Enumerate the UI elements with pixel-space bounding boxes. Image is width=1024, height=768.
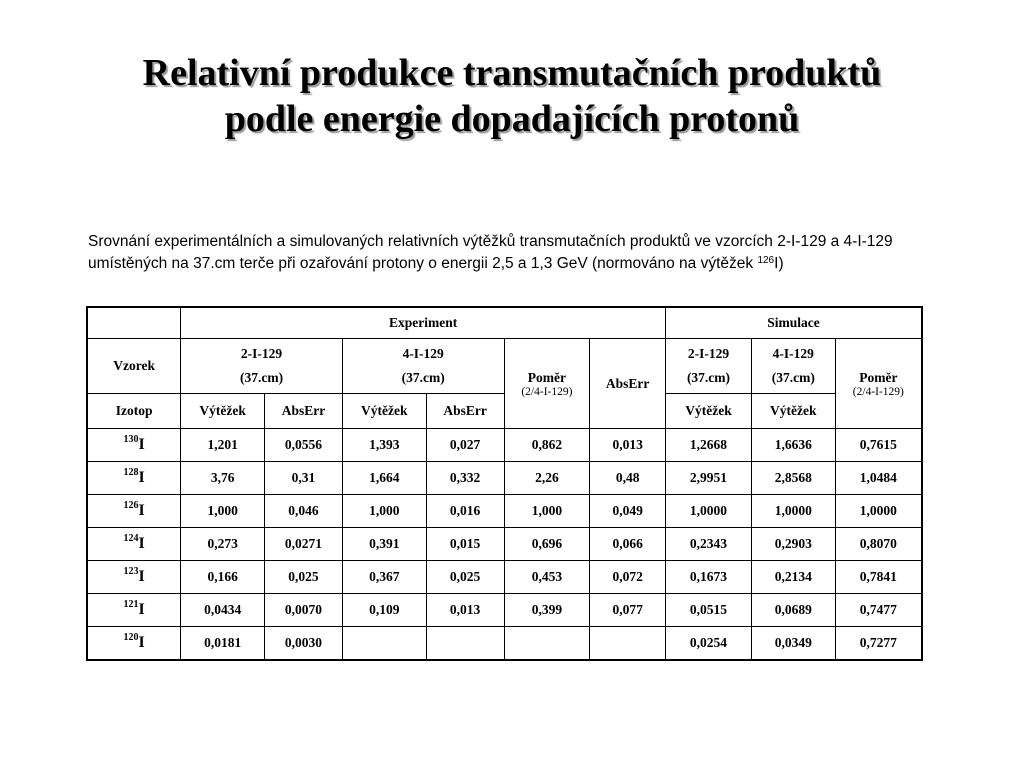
exp-4I-name: 4-I-129 bbox=[402, 346, 444, 361]
sim-4I-name: 4-I-129 bbox=[772, 346, 814, 361]
caption-close: ) bbox=[778, 255, 784, 272]
sim-2I-vytezek-cell: 0,0254 bbox=[666, 627, 752, 661]
sim-4I-vytezek-cell: 1,0000 bbox=[751, 495, 835, 528]
sim-pomer-cell: 1,0000 bbox=[835, 495, 922, 528]
sub-abserr-2I: AbsErr bbox=[265, 394, 343, 429]
sim-pomer-sub: (2/4-I-129) bbox=[852, 385, 904, 398]
isotope-mass: 123 bbox=[123, 566, 139, 577]
sub-abserr-4I: AbsErr bbox=[426, 394, 504, 429]
exp-abserr-header: AbsErr bbox=[590, 339, 666, 429]
vzorek-label: Vzorek bbox=[87, 339, 181, 394]
exp-abserr-cell: 0,066 bbox=[590, 528, 666, 561]
exp-2I-vytezek-cell: 1,000 bbox=[181, 495, 265, 528]
table-row bbox=[87, 462, 922, 495]
sim-pomer-cell: 0,7277 bbox=[835, 627, 922, 661]
table-row bbox=[87, 429, 922, 462]
isotope-cell bbox=[87, 429, 181, 462]
isotope-mass: 130 bbox=[123, 434, 139, 445]
exp-4I-abserr-cell: 0,025 bbox=[426, 561, 504, 594]
exp-4I-vytezek-cell bbox=[342, 627, 426, 661]
exp-2I-vytezek-cell: 3,76 bbox=[181, 462, 265, 495]
exp-abserr-cell: 0,013 bbox=[590, 429, 666, 462]
caption-mass-number: 126 bbox=[757, 255, 775, 266]
exp-4I-vytezek-cell: 0,391 bbox=[342, 528, 426, 561]
exp-pomer-cell bbox=[504, 627, 590, 661]
sim-2I-header bbox=[666, 339, 752, 394]
table-row bbox=[87, 561, 922, 594]
sim-pomer-cell: 0,7841 bbox=[835, 561, 922, 594]
isotope-symbol: I bbox=[138, 634, 145, 651]
exp-2I-vytezek-cell: 0,166 bbox=[181, 561, 265, 594]
sim-4I-vytezek-cell: 0,0349 bbox=[751, 627, 835, 661]
exp-pomer-cell: 1,000 bbox=[504, 495, 590, 528]
exp-4I-abserr-cell: 0,027 bbox=[426, 429, 504, 462]
caption-element: I bbox=[774, 255, 779, 272]
exp-4I-vytezek-cell: 0,109 bbox=[342, 594, 426, 627]
sim-4I-vytezek-cell: 0,2903 bbox=[751, 528, 835, 561]
exp-2I-abserr-cell: 0,0030 bbox=[265, 627, 343, 661]
group-header-row bbox=[87, 307, 922, 339]
title-line-1: Relativní produkce transmutačních produktů bbox=[142, 52, 882, 94]
exp-pomer-sub: (2/4-I-129) bbox=[521, 385, 573, 398]
exp-2I-abserr-cell: 0,046 bbox=[265, 495, 343, 528]
sim-4I-vytezek-cell: 0,2134 bbox=[751, 561, 835, 594]
table-row bbox=[87, 627, 922, 661]
isotope-cell bbox=[87, 528, 181, 561]
sub-vytezek-2I: Výtěžek bbox=[181, 394, 265, 429]
exp-pomer-cell: 0,862 bbox=[504, 429, 590, 462]
exp-4I-vytezek-cell: 0,367 bbox=[342, 561, 426, 594]
isotope-symbol: I bbox=[138, 469, 145, 486]
exp-abserr-cell: 0,072 bbox=[590, 561, 666, 594]
sim-4I-vytezek-cell: 1,6636 bbox=[751, 429, 835, 462]
sim-pomer-cell: 0,7477 bbox=[835, 594, 922, 627]
isotope-cell bbox=[87, 495, 181, 528]
exp-4I-abserr-cell: 0,332 bbox=[426, 462, 504, 495]
exp-2I-vytezek-cell: 0,0181 bbox=[181, 627, 265, 661]
sim-4I-vytezek-cell: 2,8568 bbox=[751, 462, 835, 495]
exp-4I-vytezek-cell: 1,000 bbox=[342, 495, 426, 528]
sim-4I-position: (37.cm) bbox=[771, 370, 815, 385]
exp-2I-name: 2-I-129 bbox=[240, 346, 283, 361]
isotope-cell bbox=[87, 627, 181, 661]
exp-2I-abserr-cell: 0,0070 bbox=[265, 594, 343, 627]
exp-pomer-cell: 0,696 bbox=[504, 528, 590, 561]
isotope-mass: 121 bbox=[123, 599, 139, 610]
exp-pomer-cell: 2,26 bbox=[504, 462, 590, 495]
isotope-mass: 124 bbox=[123, 533, 139, 544]
exp-4I-vytezek-cell: 1,664 bbox=[342, 462, 426, 495]
exp-4I-abserr-cell: 0,016 bbox=[426, 495, 504, 528]
sim-2I-vytezek-cell: 0,1673 bbox=[666, 561, 752, 594]
sim-pomer-cell: 0,8070 bbox=[835, 528, 922, 561]
exp-pomer-header bbox=[504, 339, 590, 429]
exp-pomer-label: Poměr bbox=[527, 369, 566, 385]
slide-title bbox=[0, 50, 1024, 142]
izotop-label: Izotop bbox=[87, 394, 181, 429]
sim-2I-vytezek-cell: 1,2668 bbox=[666, 429, 752, 462]
exp-abserr-cell: 0,077 bbox=[590, 594, 666, 627]
exp-abserr-cell: 0,48 bbox=[590, 462, 666, 495]
sub-sim-vytezek-2I: Výtěžek bbox=[666, 394, 752, 429]
isotope-symbol: I bbox=[138, 502, 145, 519]
empty-corner-cell bbox=[87, 307, 181, 339]
sim-pomer-header bbox=[835, 339, 922, 429]
isotope-mass: 120 bbox=[123, 632, 139, 643]
exp-2I-abserr-cell: 0,0271 bbox=[265, 528, 343, 561]
exp-abserr-cell bbox=[590, 627, 666, 661]
isotope-mass: 128 bbox=[123, 467, 139, 478]
sim-2I-vytezek-cell: 0,2343 bbox=[666, 528, 752, 561]
exp-2I-vytezek-cell: 0,0434 bbox=[181, 594, 265, 627]
sim-pomer-cell: 1,0484 bbox=[835, 462, 922, 495]
exp-2I-abserr-cell: 0,0556 bbox=[265, 429, 343, 462]
isotope-mass: 126 bbox=[123, 500, 139, 511]
sim-2I-vytezek-cell: 2,9951 bbox=[666, 462, 752, 495]
isotope-symbol: I bbox=[138, 568, 145, 585]
title-line-2: podle energie dopadajících protonů bbox=[224, 98, 800, 140]
exp-pomer-cell: 0,399 bbox=[504, 594, 590, 627]
isotope-symbol: I bbox=[138, 601, 145, 618]
exp-abserr-cell: 0,049 bbox=[590, 495, 666, 528]
exp-4I-vytezek-cell: 1,393 bbox=[342, 429, 426, 462]
table-row bbox=[87, 594, 922, 627]
isotope-cell bbox=[87, 561, 181, 594]
exp-2I-header bbox=[181, 339, 343, 394]
sub-sim-vytezek-4I: Výtěžek bbox=[751, 394, 835, 429]
exp-4I-abserr-cell bbox=[426, 627, 504, 661]
sim-2I-vytezek-cell: 1,0000 bbox=[666, 495, 752, 528]
caption-text: Srovnání experimentálních a simulovaných relativních výtěžků transmutačních produktů ve vzorcích 2-I-129 a 4-I-129 umístěných na 37.cm terče při ozařování protony o energii 2,5 a 1,3 GeV (normováno na výtěžek bbox=[88, 233, 893, 272]
sim-4I-vytezek-cell: 0,0689 bbox=[751, 594, 835, 627]
exp-4I-position: (37.cm) bbox=[401, 370, 445, 385]
sim-pomer-cell: 0,7615 bbox=[835, 429, 922, 462]
sim-pomer-label: Poměr bbox=[859, 369, 898, 385]
exp-4I-header bbox=[342, 339, 504, 394]
table-row bbox=[87, 495, 922, 528]
sim-2I-vytezek-cell: 0,0515 bbox=[666, 594, 752, 627]
exp-2I-vytezek-cell: 0,273 bbox=[181, 528, 265, 561]
exp-4I-abserr-cell: 0,015 bbox=[426, 528, 504, 561]
exp-2I-abserr-cell: 0,31 bbox=[265, 462, 343, 495]
exp-2I-vytezek-cell: 1,201 bbox=[181, 429, 265, 462]
sim-2I-position: (37.cm) bbox=[686, 370, 731, 385]
table-caption bbox=[88, 231, 928, 275]
isotope-symbol: I bbox=[138, 535, 145, 552]
sub-vytezek-4I: Výtěžek bbox=[342, 394, 426, 429]
simulace-header: Simulace bbox=[666, 307, 922, 339]
isotope-cell bbox=[87, 594, 181, 627]
sample-header-row bbox=[87, 339, 922, 394]
experiment-header: Experiment bbox=[181, 307, 666, 339]
yield-table bbox=[86, 306, 923, 661]
isotope-symbol: I bbox=[138, 436, 145, 453]
exp-2I-abserr-cell: 0,025 bbox=[265, 561, 343, 594]
exp-4I-abserr-cell: 0,013 bbox=[426, 594, 504, 627]
exp-pomer-cell: 0,453 bbox=[504, 561, 590, 594]
table-row bbox=[87, 528, 922, 561]
isotope-cell bbox=[87, 462, 181, 495]
sim-4I-header bbox=[751, 339, 835, 394]
exp-2I-position: (37.cm) bbox=[240, 370, 284, 385]
sim-2I-name: 2-I-129 bbox=[687, 346, 730, 361]
